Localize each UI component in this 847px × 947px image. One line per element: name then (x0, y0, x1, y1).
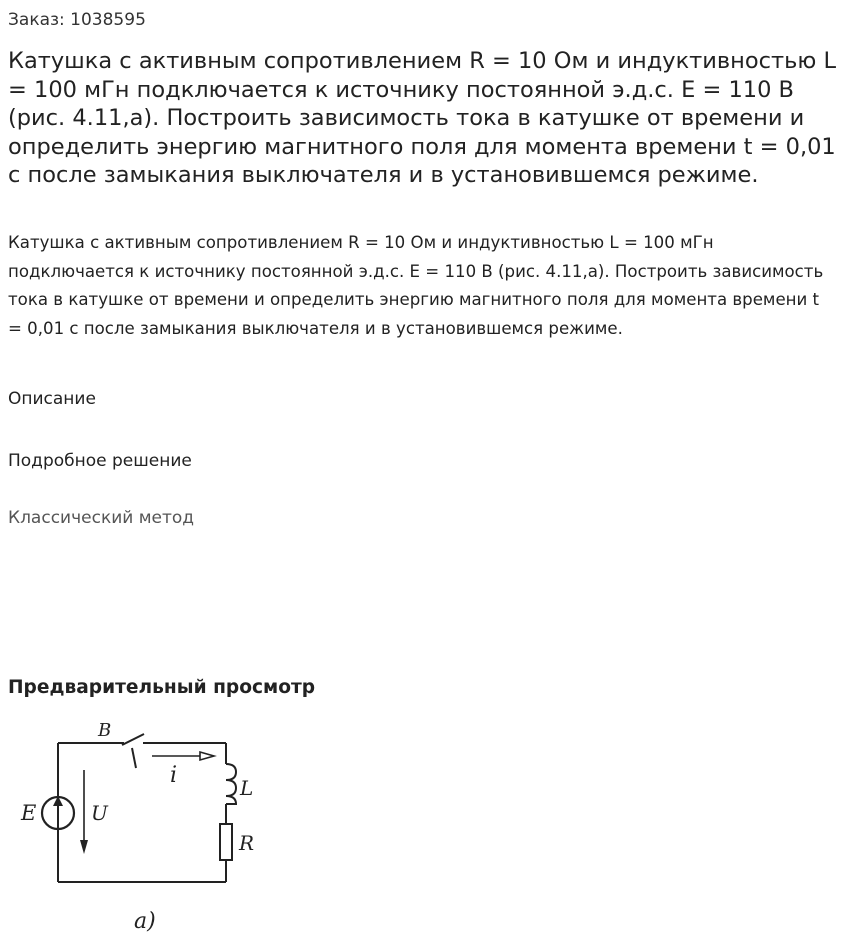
switch-label: B (98, 720, 112, 741)
inductor-label: L (240, 776, 254, 800)
method-label: Классический метод (8, 508, 195, 528)
task-title: Катушка с активным сопротивлением R = 10 Ом и индуктивностью L = 100 мГн подключается к источнику постоянной э.д.с. Е = 110 В (рис. 4.11,а). Построить зависимость тока в катушке от времени и определить энергию магнитного поля для момента времени t = 0,01 с после замыкания выключателя и в установившемся режиме. (8, 48, 837, 189)
figure-caption: a) (134, 909, 156, 934)
resistor-symbol (220, 824, 232, 860)
inductor-symbol (226, 764, 236, 804)
source-symbol (42, 796, 74, 829)
current-label: i (170, 763, 178, 788)
task-description: Катушка с активным сопротивлением R = 10 Ом и индуктивностью L = 100 мГн подключается к источнику постоянной э.д.с. Е = 110 В (рис. 4.11,а). Построить зависимость тока в катушке от времени и определить энергию магнитного поля для момента времени t = 0,01 с после замыкания выключателя и в установившемся режиме. (8, 233, 824, 338)
resistor-label: R (239, 831, 255, 855)
switch-symbol (122, 734, 144, 768)
detailed-solution-label: Подробное решение (8, 451, 192, 471)
description-label: Описание (8, 389, 96, 409)
voltage-arrow (80, 770, 88, 854)
voltage-label: U (91, 801, 108, 825)
source-label: E (21, 801, 37, 825)
circuit-diagram (14, 712, 274, 937)
current-arrow (152, 752, 214, 760)
order-number: Заказ: 1038595 (8, 10, 146, 30)
preview-title: Предварительный просмотр (8, 677, 316, 698)
